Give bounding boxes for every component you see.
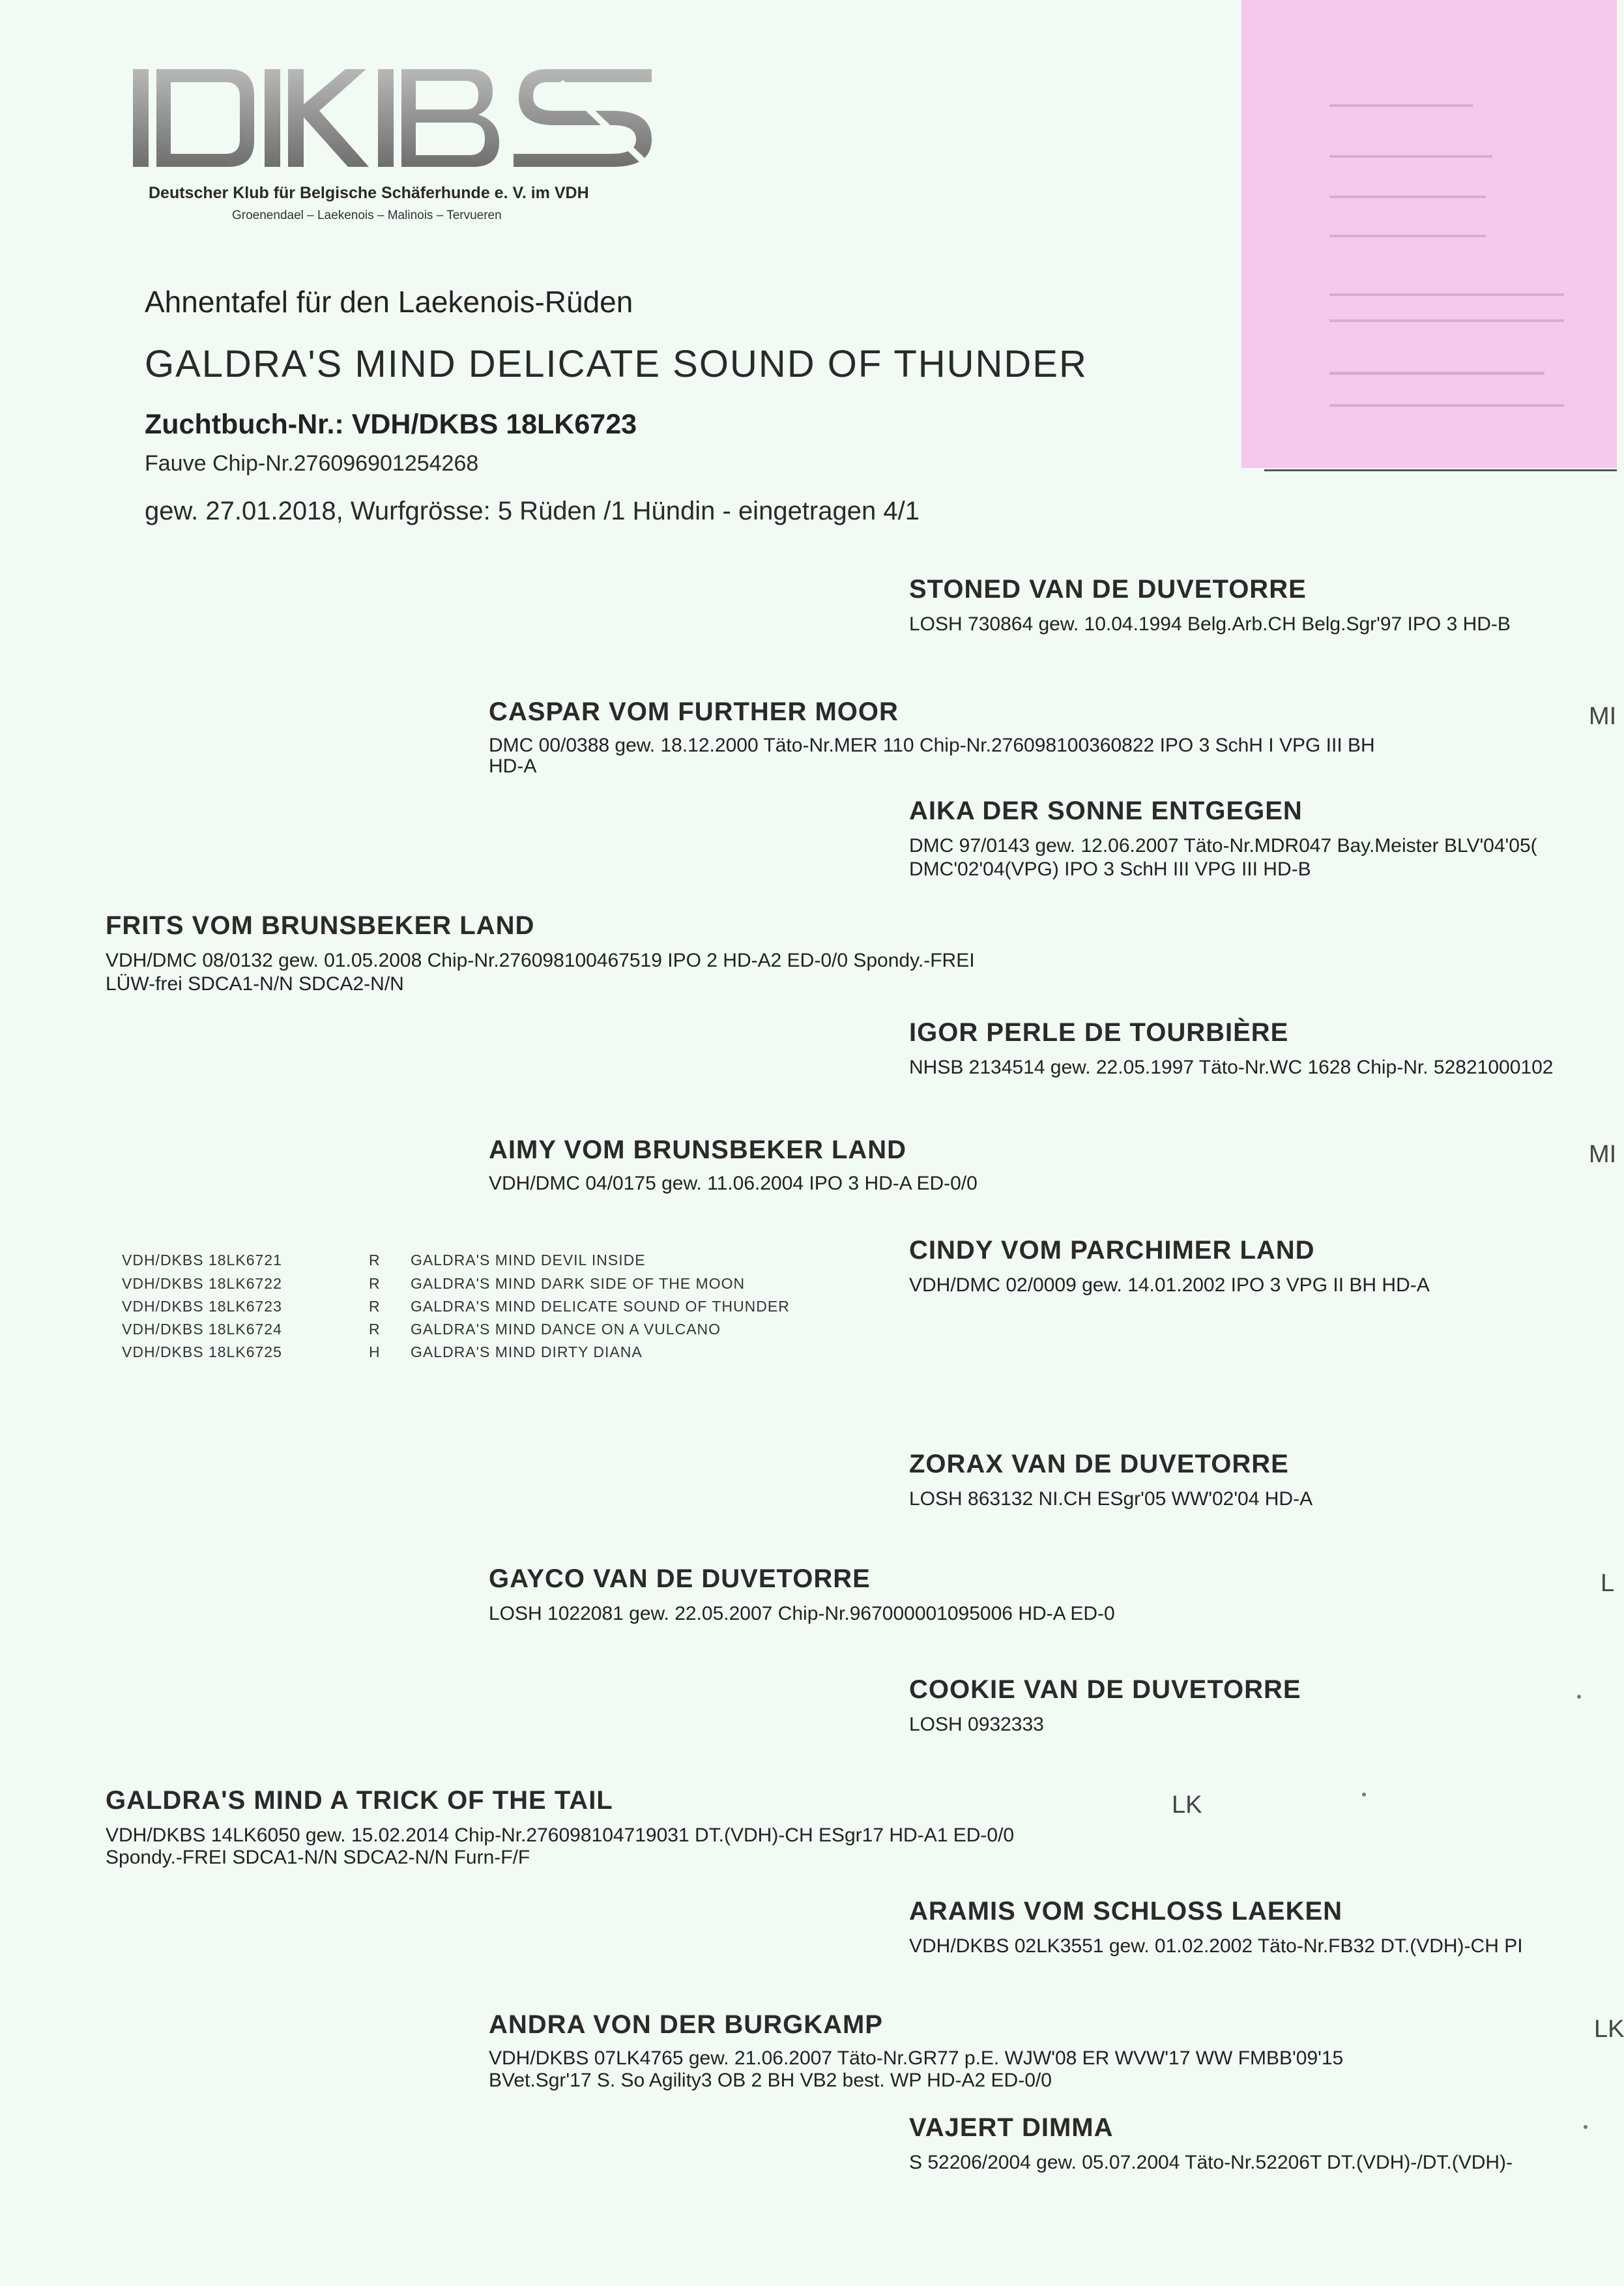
dam-name: GALDRA'S MIND A TRICK OF THE TAIL xyxy=(106,1786,613,1815)
littermate-reg: VDH/DKBS 18LK6724 xyxy=(122,1321,282,1338)
sire-details: LÜW-frei SDCA1-N/N SDCA2-N/N xyxy=(106,973,404,995)
note-scribble xyxy=(1329,235,1486,237)
ancestor-name: GAYCO VAN DE DUVETORRE xyxy=(489,1564,871,1593)
littermate-name: GALDRA'S MIND DARK SIDE OF THE MOON xyxy=(411,1275,746,1292)
scan-speck xyxy=(1577,1695,1581,1699)
document-intro: Ahnentafel für den Laekenois-Rüden xyxy=(145,285,633,319)
ancestor-details: LOSH 863132 NI.CH ESgr'05 WW'02'04 HD-A xyxy=(909,1488,1313,1510)
ancestor-details: LOSH 1022081 gew. 22.05.2007 Chip-Nr.967000001095006 HD-A ED-0 xyxy=(489,1603,1115,1624)
ancestor-details: VDH/DKBS 02LK3551 gew. 01.02.2002 Täto-Nr.FB32 DT.(VDH)-CH PI xyxy=(909,1935,1523,1957)
dam-variety-tag: LK xyxy=(1172,1791,1202,1819)
dkbs-logo xyxy=(130,65,665,176)
sticky-note xyxy=(1241,0,1617,468)
ancestor-name: AIKA DER SONNE ENTGEGEN xyxy=(909,797,1303,825)
dam-details: Spondy.-FREI SDCA1-N/N SDCA2-N/N Furn-F/F xyxy=(106,1847,530,1868)
ancestor-name: IGOR PERLE DE TOURBIÈRE xyxy=(909,1018,1289,1047)
note-scribble xyxy=(1329,404,1564,407)
studbook-number: Zuchtbuch-Nr.: VDH/DKBS 18LK6723 xyxy=(145,409,637,440)
littermate-reg: VDH/DKBS 18LK6723 xyxy=(122,1298,282,1315)
littermate-reg: VDH/DKBS 18LK6725 xyxy=(122,1343,282,1360)
littermate-name: GALDRA'S MIND DELICATE SOUND OF THUNDER xyxy=(411,1298,790,1315)
note-scribble xyxy=(1329,372,1544,375)
littermate-sex: R xyxy=(369,1321,381,1338)
ancestor-details: VDH/DMC 04/0175 gew. 11.06.2004 IPO 3 HD-A ED-0/0 xyxy=(489,1173,978,1194)
ancestor-details: VDH/DMC 02/0009 gew. 14.01.2002 IPO 3 VPG II BH HD-A xyxy=(909,1274,1430,1296)
littermate-sex: R xyxy=(369,1252,381,1268)
ancestor-name: ANDRA VON DER BURGKAMP xyxy=(489,2010,883,2039)
littermate-name: GALDRA'S MIND DEVIL INSIDE xyxy=(411,1252,646,1268)
littermate-name: GALDRA'S MIND DANCE ON A VULCANO xyxy=(411,1321,721,1338)
ancestor-details: LOSH 0932333 xyxy=(909,1714,1044,1735)
ancestor-name: STONED VAN DE DUVETORRE xyxy=(909,575,1307,604)
chip-number: Fauve Chip-Nr.276096901254268 xyxy=(145,451,479,476)
cropped-edge-text: LK xyxy=(1594,2015,1624,2043)
note-scribble xyxy=(1329,319,1564,322)
ancestor-name: ZORAX VAN DE DUVETORRE xyxy=(909,1450,1289,1478)
birth-line: gew. 27.01.2018, Wurfgrösse: 5 Rüden /1 Hündin - eingetragen 4/1 xyxy=(145,497,920,525)
littermate-sex: R xyxy=(369,1298,381,1315)
ancestor-details: DMC'02'04(VPG) IPO 3 SchH III VPG III HD-B xyxy=(909,858,1311,880)
ancestor-details: VDH/DKBS 07LK4765 gew. 21.06.2007 Täto-Nr.GR77 p.E. WJW'08 ER WVW'17 WW FMBB'09'15 xyxy=(489,2047,1344,2069)
cropped-edge-text: MI xyxy=(1589,703,1617,730)
note-scribble xyxy=(1329,104,1473,107)
ancestor-details: NHSB 2134514 gew. 22.05.1997 Täto-Nr.WC 1628 Chip-Nr. 52821000102 xyxy=(909,1057,1554,1078)
cropped-edge-text: MI xyxy=(1589,1141,1617,1168)
note-scribble xyxy=(1329,196,1486,198)
club-name: Deutscher Klub für Belgische Schäferhunde e. V. im VDH xyxy=(149,184,589,202)
sire-name: FRITS VOM BRUNSBEKER LAND xyxy=(106,911,535,940)
ancestor-name: COOKIE VAN DE DUVETORRE xyxy=(909,1675,1301,1704)
sire-details: VDH/DMC 08/0132 gew. 01.05.2008 Chip-Nr.276098100467519 IPO 2 HD-A2 ED-0/0 Spondy.-FREI xyxy=(106,950,975,971)
ancestor-details: DMC 00/0388 gew. 18.12.2000 Täto-Nr.MER 110 Chip-Nr.276098100360822 IPO 3 SchH I VPG III BH xyxy=(489,735,1375,756)
ancestor-details: LOSH 730864 gew. 10.04.1994 Belg.Arb.CH Belg.Sgr'97 IPO 3 HD-B xyxy=(909,613,1511,635)
ancestor-details: S 52206/2004 gew. 05.07.2004 Täto-Nr.52206T DT.(VDH)-/DT.(VDH)- xyxy=(909,2152,1513,2173)
ancestor-name: AIMY VOM BRUNSBEKER LAND xyxy=(489,1136,907,1164)
ancestor-name: CINDY VOM PARCHIMER LAND xyxy=(909,1236,1315,1265)
club-varieties: Groenendael – Laekenois – Malinois – Tervueren xyxy=(232,209,502,222)
note-scribble xyxy=(1329,155,1492,158)
note-scribble xyxy=(1329,293,1564,296)
dam-details: VDH/DKBS 14LK6050 gew. 15.02.2014 Chip-Nr.276098104719031 DT.(VDH)-CH ESgr17 HD-A1 ED-0/0 xyxy=(106,1824,1015,1846)
ancestor-name: CASPAR VOM FURTHER MOOR xyxy=(489,697,899,726)
scan-speck xyxy=(1362,1793,1366,1796)
ancestor-details: DMC 97/0143 gew. 12.06.2007 Täto-Nr.MDR047 Bay.Meister BLV'04'05( xyxy=(909,835,1537,857)
scan-speck xyxy=(1584,2125,1588,2129)
littermate-sex: R xyxy=(369,1275,381,1292)
dog-name-title: GALDRA'S MIND DELICATE SOUND OF THUNDER xyxy=(145,343,1088,385)
littermate-reg: VDH/DKBS 18LK6721 xyxy=(122,1252,282,1268)
ancestor-details: BVet.Sgr'17 S. So Agility3 OB 2 BH VB2 best. WP HD-A2 ED-0/0 xyxy=(489,2070,1052,2091)
cropped-edge-text: L xyxy=(1601,1570,1615,1597)
ancestor-name: ARAMIS VOM SCHLOSS LAEKEN xyxy=(909,1897,1343,1926)
note-edge-rule xyxy=(1264,469,1617,471)
littermate-name: GALDRA'S MIND DIRTY DIANA xyxy=(411,1343,643,1360)
littermate-sex: H xyxy=(369,1343,381,1360)
littermate-reg: VDH/DKBS 18LK6722 xyxy=(122,1275,282,1292)
ancestor-details: HD-A xyxy=(489,755,537,777)
ancestor-name: VAJERT DIMMA xyxy=(909,2113,1114,2142)
